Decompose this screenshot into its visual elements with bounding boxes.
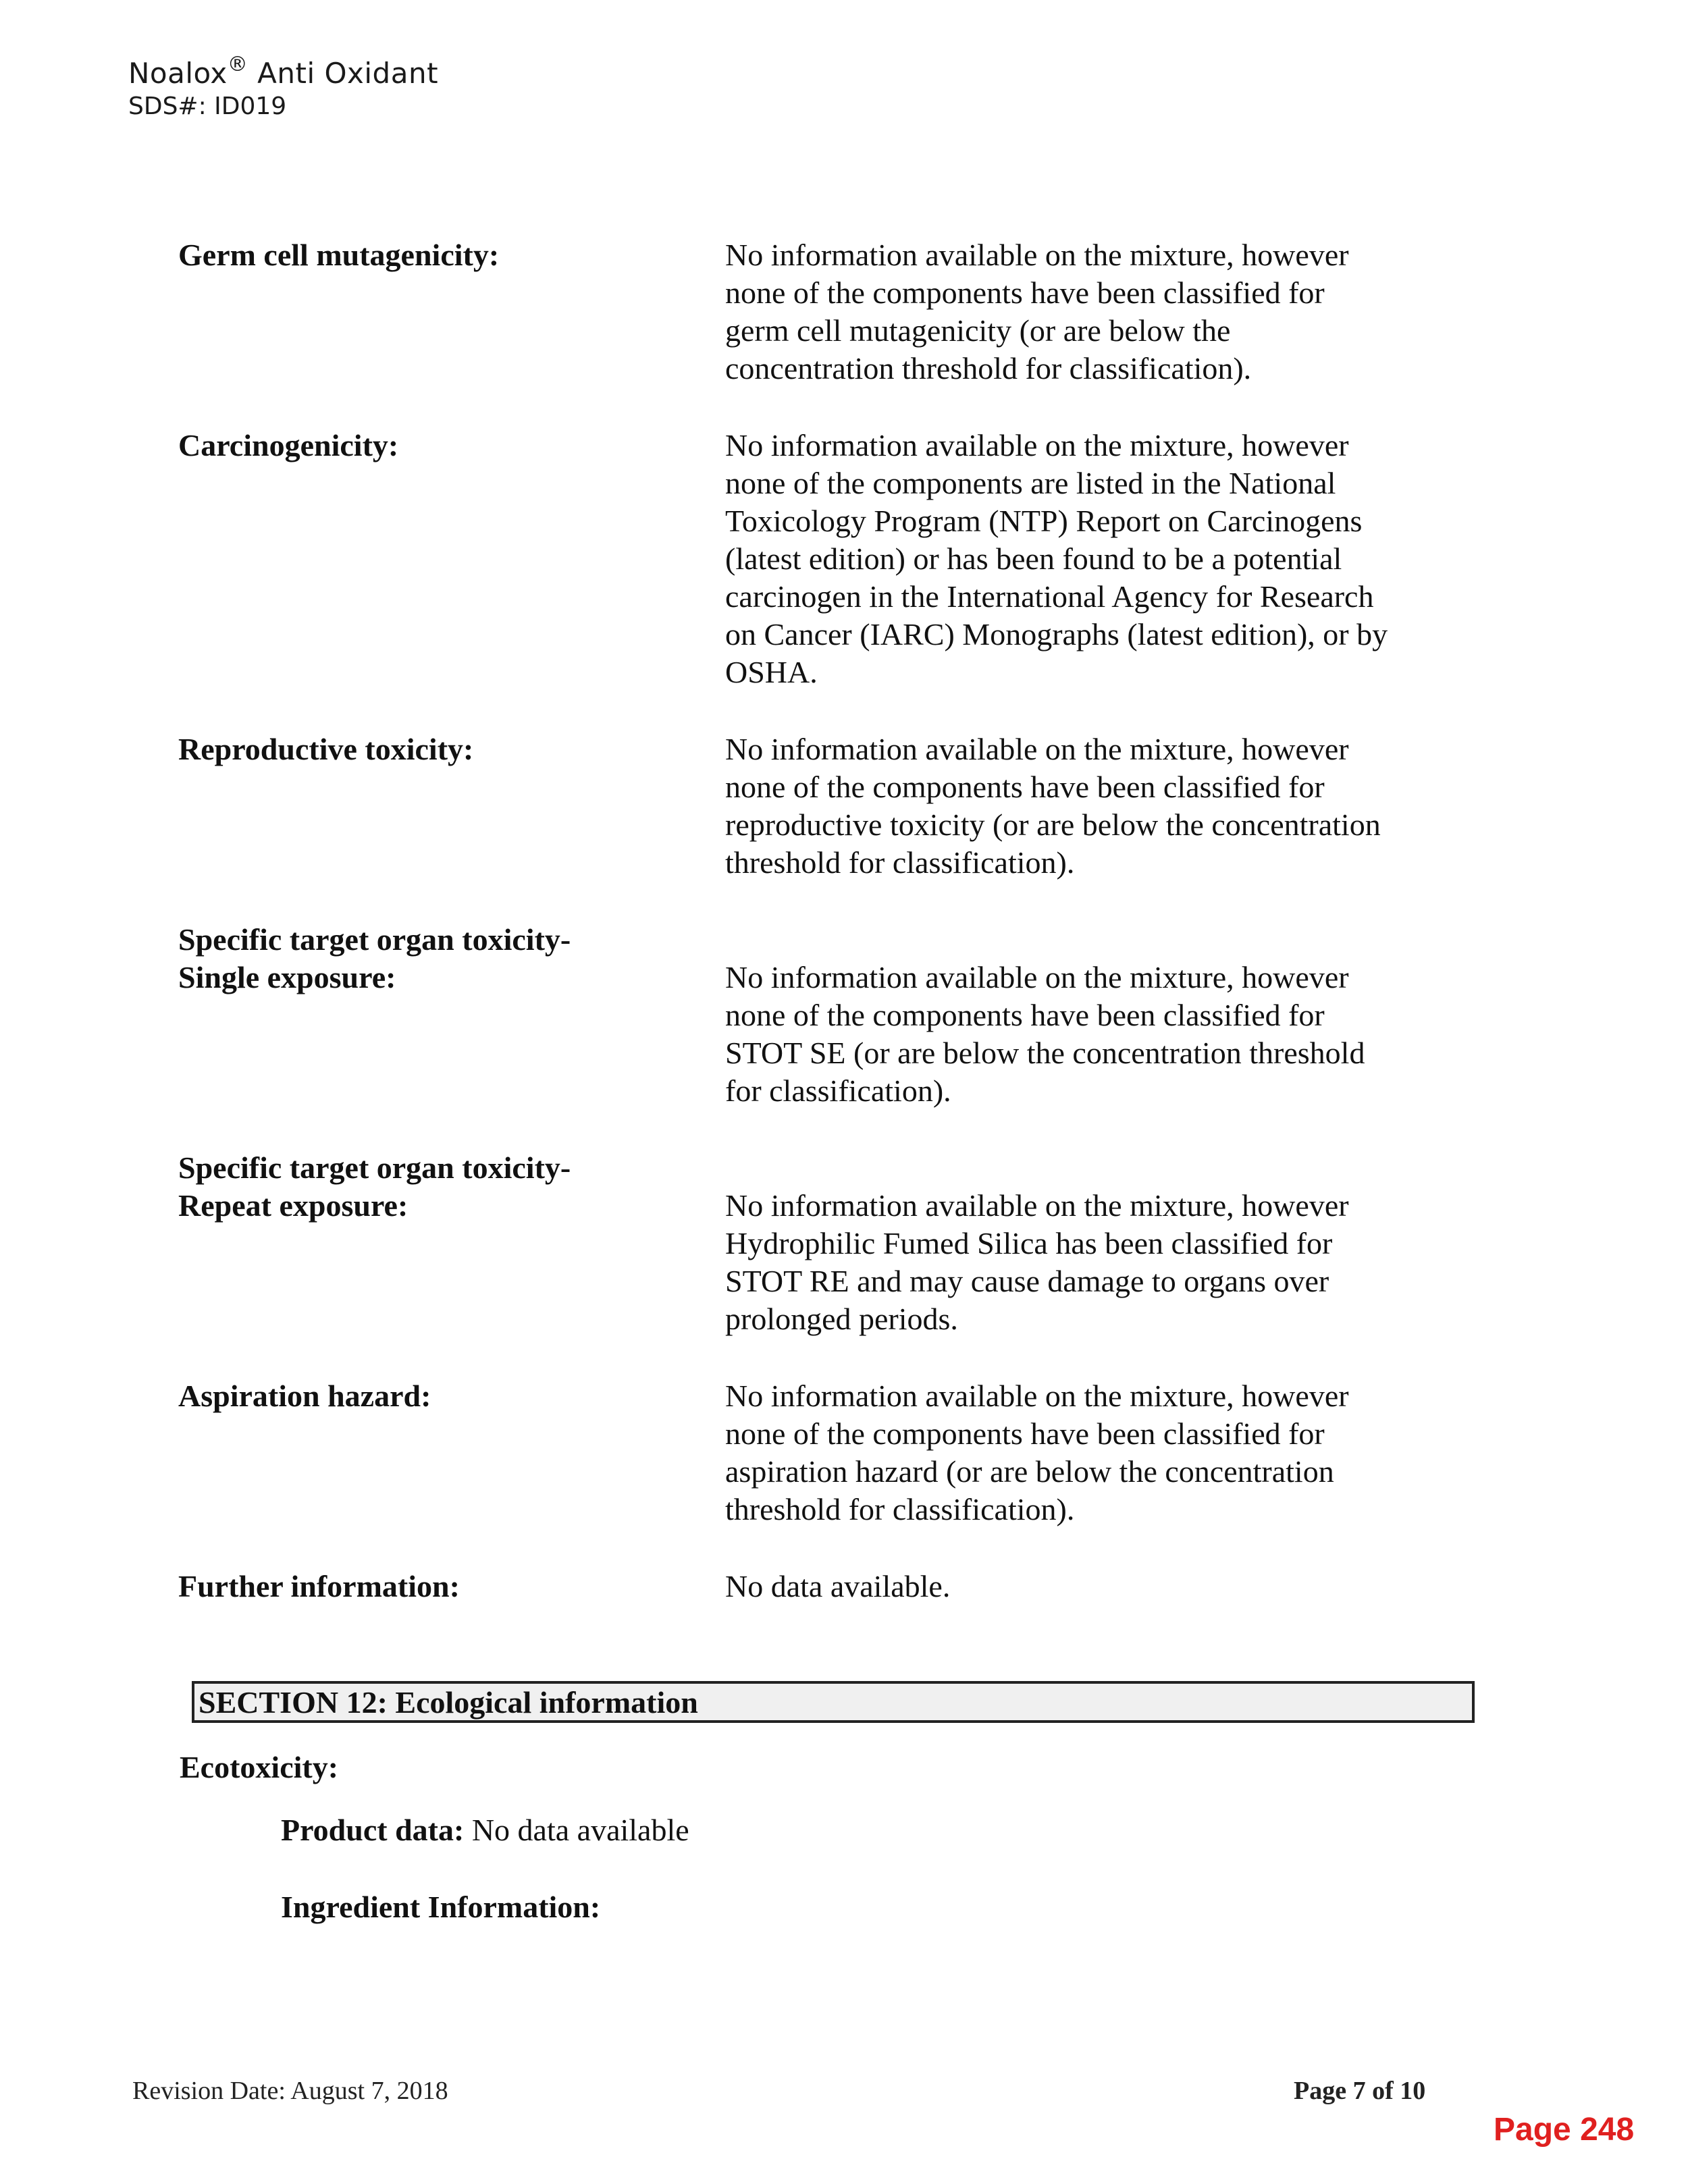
section-12-header <box>192 1681 1475 1723</box>
tox-label: Carcinogenicity: <box>178 428 399 462</box>
tox-label: Specific target organ toxicity- Repeat exposure: <box>178 1150 571 1223</box>
tox-value: No information available on the mixture, however none of the components have been classified for germ cell mutagenicity (or are below the concentration threshold for classification). <box>725 238 1349 385</box>
page-stamp: Page 248 <box>1494 2112 1635 2148</box>
tox-label: Aspiration hazard: <box>178 1379 431 1413</box>
tox-label: Reproductive toxicity: <box>178 732 474 766</box>
product-data-value: No data available <box>471 1813 689 1847</box>
product-name: Noalox <box>128 57 228 90</box>
product-title <box>128 53 438 90</box>
page-number: Page 7 of 10 <box>1294 2077 1426 2105</box>
tox-value: No information available on the mixture, however none of the components have been classified for aspiration hazard (or are below the concentration threshold for classification). <box>725 1379 1349 1526</box>
ecotoxicity-label: Ecotoxicity: <box>180 1750 339 1784</box>
tox-value: No information available on the mixture, however none of the components are listed in the National Toxicology Program (NTP) Report on Carcinogens (latest edition) or has been found to be a potential carcinogen in the International Agency for Research on Cancer (IARC) Monographs (latest edition), or by OSHA. <box>725 428 1388 689</box>
tox-label: Further information: <box>178 1569 460 1603</box>
tox-label: Germ cell mutagenicity: <box>178 238 500 272</box>
registered-mark: ® <box>227 53 248 76</box>
tox-value: No data available. <box>725 1569 951 1603</box>
tox-value: No information available on the mixture, however none of the components have been classified for reproductive toxicity (or are below the concentration threshold for classification). <box>725 732 1381 880</box>
product-data-label: Product data: <box>281 1813 465 1847</box>
tox-label: Specific target organ toxicity- Single exposure: <box>178 922 571 994</box>
section-12-title: SECTION 12: Ecological information <box>199 1685 698 1720</box>
revision-date: Revision Date: August 7, 2018 <box>132 2077 448 2105</box>
tox-value: No information available on the mixture, however Hydrophilic Fumed Silica has been classified for STOT RE and may cause damage to organs over prolonged periods. <box>725 1188 1349 1336</box>
product-data-line <box>281 1811 689 1849</box>
ingredient-info-label: Ingredient Information: <box>281 1890 601 1924</box>
product-suffix: Anti Oxidant <box>257 57 439 90</box>
sds-number: SDS#: ID019 <box>128 92 287 120</box>
tox-value: No information available on the mixture, however none of the components have been classified for STOT SE (or are below the concentration threshold for classification). <box>725 960 1365 1108</box>
